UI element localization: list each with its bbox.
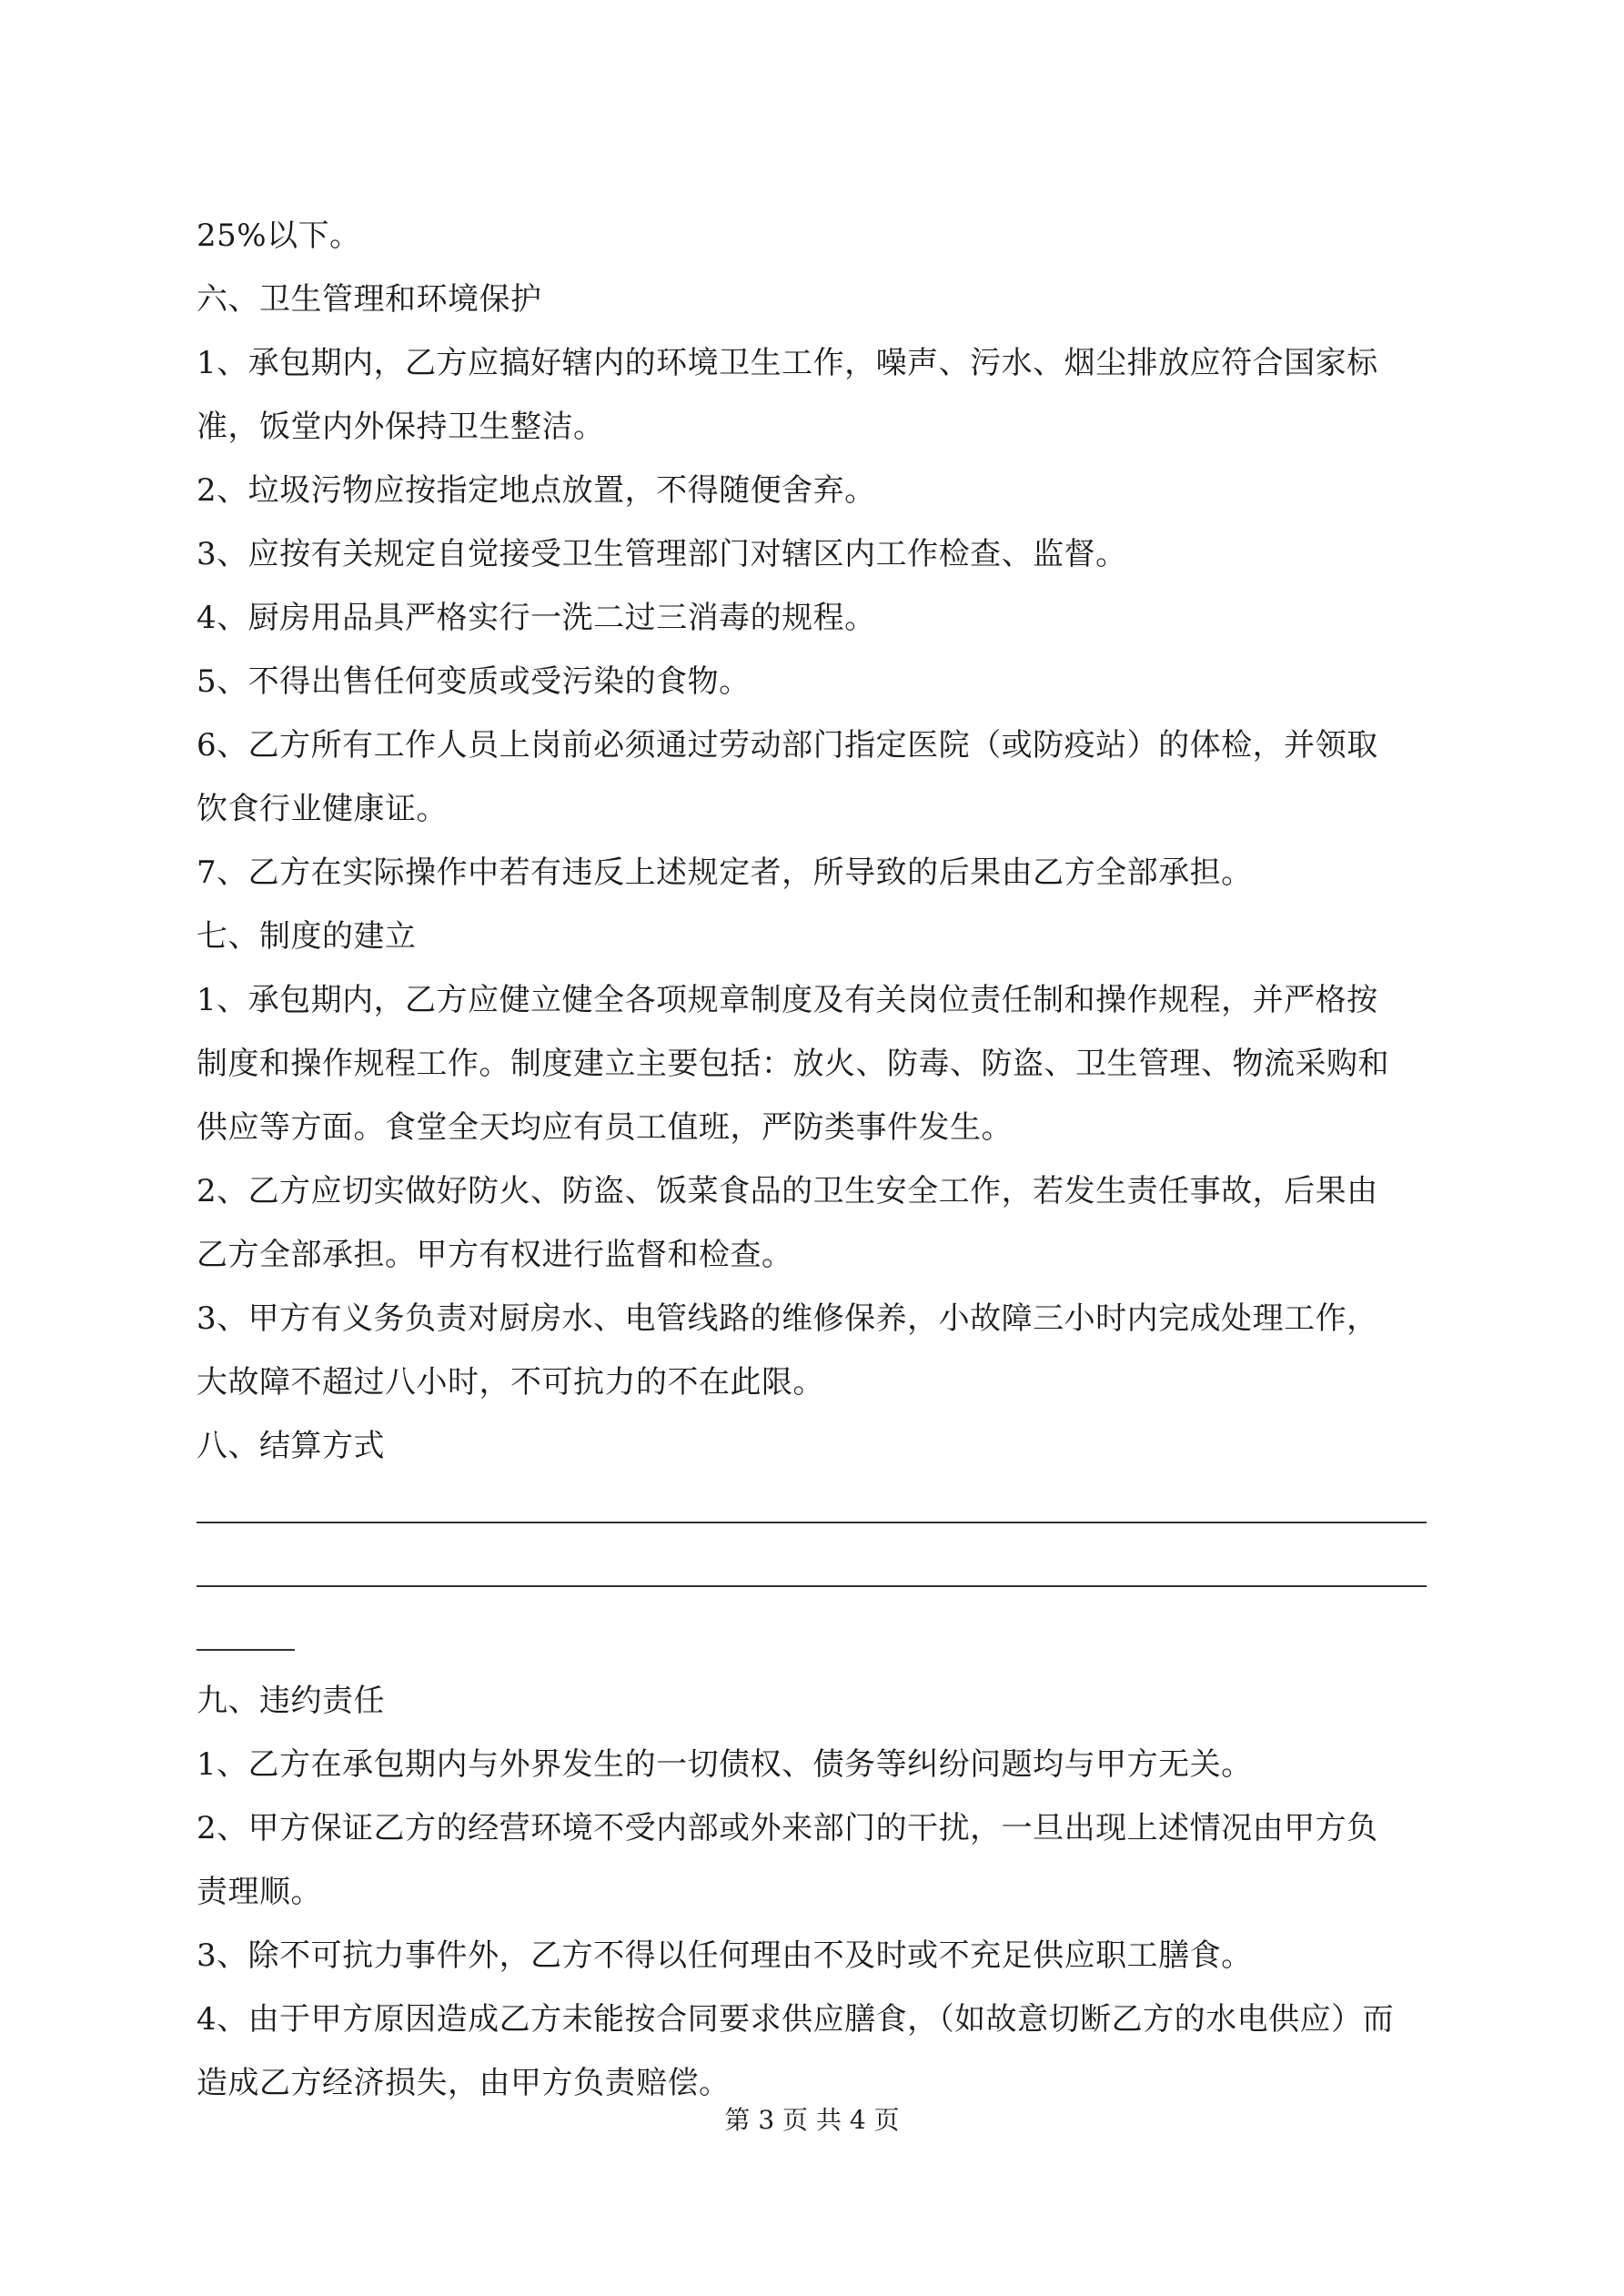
text-line: 1、承包期内，乙方应搞好辖内的环境卫生工作，噪声、污水、烟尘排放应符合国家标	[197, 345, 1378, 381]
text-line: 饮食行业健康证。	[197, 791, 448, 827]
text-line: 3、甲方有义务负责对厨房水、电管线路的维修保养，小故障三小时内完成处理工作，	[197, 1300, 1378, 1337]
blank-fill-line	[197, 1542, 1427, 1605]
text-line: 2、甲方保证乙方的经营环境不受内部或外来部门的干扰，一旦出现上述情况由甲方负	[197, 1810, 1378, 1846]
text-line: 大故障不超过八小时，不可抗力的不在此限。	[197, 1364, 824, 1401]
text-line: 5、不得出售任何变质或受污染的食物。	[197, 663, 751, 700]
text-line: 6、乙方所有工作人员上岗前必须通过劳动部门指定医院（或防疫站）的体检，并领取	[197, 727, 1378, 764]
text-line: 乙方全部承担。甲方有权进行监督和检查。	[197, 1237, 793, 1273]
text-line: 准，饭堂内外保持卫生整洁。	[197, 409, 605, 445]
page-number: 第 3 页 共 4 页	[724, 2105, 900, 2135]
section-heading: 六、卫生管理和环境保护	[197, 281, 542, 318]
blank-fill-line	[197, 1478, 1427, 1542]
text-line: 3、应按有关规定自觉接受卫生管理部门对辖区内工作检查、监督。	[197, 536, 1127, 572]
text-line: 1、乙方在承包期内与外界发生的一切债权、债务等纠纷问题均与甲方无关。	[197, 1746, 1253, 1783]
document-body	[197, 204, 1434, 2115]
text-line: 供应等方面。食堂全天均应有员工值班，严防类事件发生。	[197, 1109, 1013, 1146]
section-heading: 七、制度的建立	[197, 918, 417, 955]
text-line: 7、乙方在实际操作中若有违反上述规定者，所导致的后果由乙方全部承担。	[197, 855, 1253, 891]
text-line: 1、承包期内，乙方应健立健全各项规章制度及有关岗位责任制和操作规程，并严格按	[197, 982, 1378, 1018]
text-line: 2、乙方应切实做好防火、防盗、饭菜食品的卫生安全工作，若发生责任事故，后果由	[197, 1173, 1378, 1209]
section-heading: 九、违约责任	[197, 1683, 385, 1719]
text-line: 3、除不可抗力事件外，乙方不得以任何理由不及时或不充足供应职工膳食。	[197, 1937, 1253, 1974]
blank-fill-line	[197, 1605, 295, 1669]
text-line: 制度和操作规程工作。制度建立主要包括：放火、防毒、防盗、卫生管理、物流采购和	[197, 1046, 1389, 1082]
text-line: 25%以下。	[197, 217, 361, 254]
text-line: 责理顺。	[197, 1874, 322, 1910]
section-heading: 八、结算方式	[197, 1428, 385, 1464]
text-line: 造成乙方经济损失，由甲方负责赔偿。	[197, 2065, 731, 2101]
text-line: 4、厨房用品具严格实行一洗二过三消毒的规程。	[197, 600, 876, 636]
text-line: 2、垃圾污物应按指定地点放置，不得随便舍弃。	[197, 472, 876, 509]
text-line: 4、由于甲方原因造成乙方未能按合同要求供应膳食，（如故意切断乙方的水电供应）而	[197, 2001, 1395, 2038]
